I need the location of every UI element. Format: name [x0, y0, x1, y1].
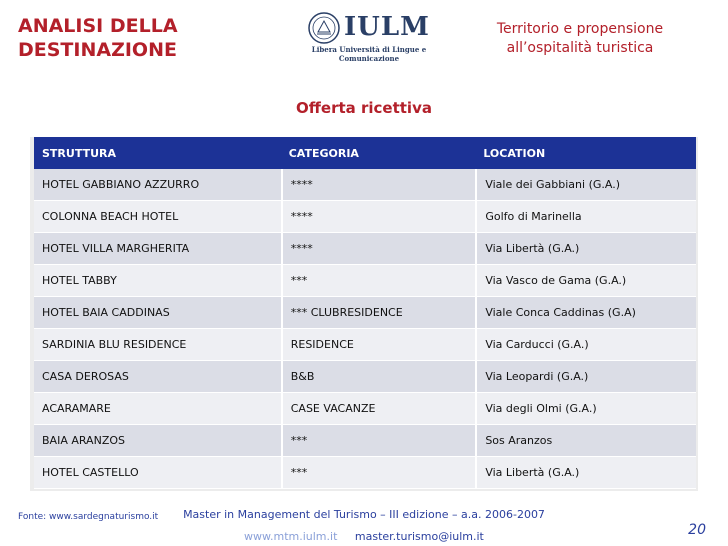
university-seal-icon	[308, 12, 340, 44]
cell-struttura: CASA DEROSAS	[34, 361, 281, 393]
cell-struttura: SARDINIA BLU RESIDENCE	[34, 329, 281, 361]
cell-categoria: ****	[281, 201, 476, 233]
cell-location: Via degli Olmi (G.A.)	[475, 393, 696, 425]
logo-wordmark: IULM	[344, 12, 430, 42]
slide-title-line2: DESTINAZIONE	[18, 39, 177, 61]
cell-location: Viale dei Gabbiani (G.A.)	[475, 169, 696, 201]
header-categoria: CATEGORIA	[281, 137, 476, 169]
table-row	[34, 201, 696, 233]
cell-struttura: BAIA ARANZOS	[34, 425, 281, 457]
website-link[interactable]: www.mtm.iulm.it	[244, 530, 338, 543]
table-row	[34, 361, 696, 393]
footer-master-text: Master in Management del Turismo – III edizione – a.a. 2006-2007	[183, 508, 545, 521]
cell-location: Sos Aranzos	[475, 425, 696, 457]
table-row	[34, 457, 696, 489]
table-row	[34, 329, 696, 361]
cell-location: Via Vasco de Gama (G.A.)	[475, 265, 696, 297]
cell-categoria: RESIDENCE	[281, 329, 476, 361]
header-struttura: STRUTTURA	[34, 137, 281, 169]
slide-title	[18, 14, 178, 62]
cell-categoria: B&B	[281, 361, 476, 393]
cell-location: Via Libertà (G.A.)	[475, 457, 696, 489]
cell-struttura: ACARAMARE	[34, 393, 281, 425]
cell-struttura: COLONNA BEACH HOTEL	[34, 201, 281, 233]
table-row	[34, 265, 696, 297]
cell-location: Via Libertà (G.A.)	[475, 233, 696, 265]
section-title: Offerta ricettiva	[296, 99, 432, 117]
table-header-row	[34, 137, 696, 169]
footer-master-title	[0, 508, 728, 521]
table-row	[34, 233, 696, 265]
table-row	[34, 425, 696, 457]
cell-location: Golfo di Marinella	[475, 201, 696, 233]
cell-struttura: HOTEL TABBY	[34, 265, 281, 297]
email-link[interactable]: master.turismo@iulm.it	[354, 530, 484, 543]
cell-location: Viale Conca Caddinas (G.A)	[475, 297, 696, 329]
accommodation-table-container	[30, 137, 698, 491]
slide-title-line1: ANALISI DELLA	[18, 15, 178, 37]
cell-struttura: HOTEL CASTELLO	[34, 457, 281, 489]
cell-location: Via Leopardi (G.A.)	[475, 361, 696, 393]
cell-struttura: HOTEL BAIA CADDINAS	[34, 297, 281, 329]
slide-subtitle-line1: Territorio e propensione	[496, 21, 664, 37]
slide-subtitle	[470, 20, 690, 58]
cell-categoria: ***	[281, 265, 476, 297]
iulm-logo	[294, 10, 444, 63]
source-note: Fonte: www.sardegnaturismo.it	[18, 512, 159, 522]
logo-subtitle: Libera Università di Lingue e Comunicazione	[311, 45, 427, 63]
table-row	[34, 169, 696, 201]
table-row	[34, 393, 696, 425]
page-number: 20	[688, 522, 706, 538]
cell-location: Via Carducci (G.A.)	[475, 329, 696, 361]
accommodation-table	[34, 137, 696, 489]
cell-categoria: CASE VACANZE	[281, 393, 476, 425]
cell-struttura: HOTEL VILLA MARGHERITA	[34, 233, 281, 265]
header-location: LOCATION	[475, 137, 696, 169]
cell-categoria: ***	[281, 425, 476, 457]
footer-links	[244, 530, 484, 543]
cell-categoria: ****	[281, 233, 476, 265]
cell-struttura: HOTEL GABBIANO AZZURRO	[34, 169, 281, 201]
table-row	[34, 297, 696, 329]
slide-subtitle-line2: all’ospitalità turistica	[506, 40, 654, 56]
cell-categoria: *** CLUBRESIDENCE	[281, 297, 476, 329]
cell-categoria: ****	[281, 169, 476, 201]
cell-categoria: ***	[281, 457, 476, 489]
